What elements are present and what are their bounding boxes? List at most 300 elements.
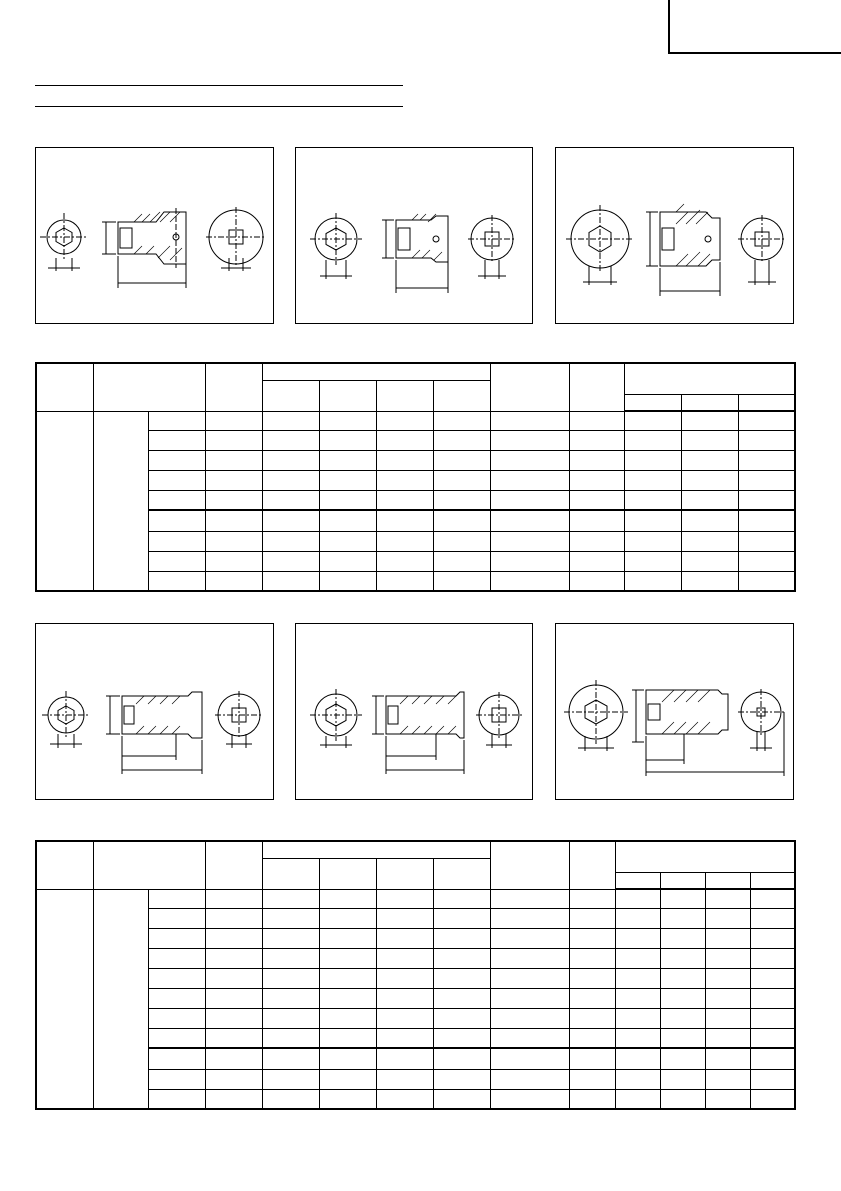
- table-cell: [148, 1008, 205, 1028]
- table-row: [36, 968, 795, 988]
- table-row: [36, 531, 795, 551]
- table-cell: [262, 968, 319, 988]
- table-cell: [705, 928, 750, 948]
- table-cell: [660, 1048, 705, 1069]
- table-cell: [433, 908, 490, 928]
- table-cell: [615, 908, 660, 928]
- table-cell: [376, 1069, 433, 1089]
- table-cell: [319, 908, 376, 928]
- table-cell: [262, 928, 319, 948]
- table-cell: [490, 510, 569, 531]
- table-cell: [319, 988, 376, 1008]
- table-cell: [569, 1069, 615, 1089]
- t1-type-cell: [93, 411, 148, 591]
- t1-head-f: [569, 363, 624, 411]
- socket-figure-1: [35, 147, 274, 324]
- table-cell: [319, 1028, 376, 1048]
- table-cell: [148, 908, 205, 928]
- table-cell: [205, 470, 262, 490]
- table-cell: [319, 430, 376, 450]
- table-row: [36, 988, 795, 1008]
- table-cell: [205, 411, 262, 430]
- table-cell: [376, 571, 433, 591]
- table-cell: [376, 968, 433, 988]
- table-cell: [319, 858, 376, 889]
- socket-figure-2: [295, 147, 533, 324]
- table-cell: [319, 1008, 376, 1028]
- table-cell: [750, 928, 795, 948]
- table-cell: [148, 510, 205, 531]
- table-cell: [205, 928, 262, 948]
- table-cell: [262, 858, 319, 889]
- table-cell: [569, 470, 624, 490]
- table-cell: [660, 948, 705, 968]
- table-cell: [433, 889, 490, 908]
- table-cell: [624, 531, 681, 551]
- table-cell: [148, 948, 205, 968]
- table-cell: [750, 1008, 795, 1028]
- t2-head-b: [93, 841, 205, 889]
- table-cell: [433, 1028, 490, 1048]
- table-cell: [433, 450, 490, 470]
- table-cell: [376, 490, 433, 510]
- table-cell: [148, 1089, 205, 1109]
- table-cell: [376, 858, 433, 889]
- table-cell: [738, 551, 795, 571]
- table-cell: [569, 450, 624, 470]
- table-cell: [738, 470, 795, 490]
- table-cell: [738, 394, 795, 411]
- table-cell: [569, 490, 624, 510]
- socket-drawing-1: [36, 148, 275, 325]
- table-cell: [750, 872, 795, 889]
- table-cell: [490, 889, 569, 908]
- table-row: [36, 928, 795, 948]
- table-cell: [205, 1089, 262, 1109]
- table-cell: [433, 1069, 490, 1089]
- table-cell: [205, 1028, 262, 1048]
- table-cell: [376, 430, 433, 450]
- table-cell: [376, 551, 433, 571]
- t2-head-d: [262, 841, 490, 858]
- table-cell: [738, 490, 795, 510]
- table-cell: [569, 551, 624, 571]
- table-cell: [319, 551, 376, 571]
- table-cell: [615, 988, 660, 1008]
- table-cell: [490, 411, 569, 430]
- table-cell: [681, 510, 738, 531]
- table-cell: [376, 510, 433, 531]
- table-cell: [569, 988, 615, 1008]
- table-cell: [205, 968, 262, 988]
- t1-head-a: [36, 363, 93, 411]
- table-cell: [490, 1089, 569, 1109]
- table-cell: [624, 551, 681, 571]
- table-cell: [205, 889, 262, 908]
- table-cell: [490, 490, 569, 510]
- table-cell: [681, 531, 738, 551]
- table-cell: [376, 1008, 433, 1028]
- table-cell: [262, 889, 319, 908]
- table-cell: [148, 1069, 205, 1089]
- table-cell: [319, 380, 376, 411]
- table-cell: [205, 551, 262, 571]
- spec-table-2: [35, 840, 796, 1110]
- table-cell: [148, 531, 205, 551]
- table-cell: [490, 1008, 569, 1028]
- table-row: [36, 1008, 795, 1028]
- table-cell: [615, 968, 660, 988]
- table-cell: [376, 380, 433, 411]
- table-cell: [205, 571, 262, 591]
- table-cell: [148, 1048, 205, 1069]
- table-cell: [148, 490, 205, 510]
- socket-drawing-4: [36, 624, 275, 801]
- table-cell: [624, 571, 681, 591]
- table-cell: [148, 1028, 205, 1048]
- table-row: [36, 841, 795, 858]
- table-cell: [738, 510, 795, 531]
- title-rule-bottom: [35, 106, 403, 107]
- t2-head-c: [205, 841, 262, 889]
- table-cell: [615, 1069, 660, 1089]
- table-cell: [319, 1069, 376, 1089]
- table-cell: [615, 1089, 660, 1109]
- table-cell: [738, 571, 795, 591]
- table-cell: [319, 510, 376, 531]
- table-cell: [433, 968, 490, 988]
- table-cell: [490, 450, 569, 470]
- table-cell: [660, 1028, 705, 1048]
- socket-drawing-2: [296, 148, 534, 325]
- table-cell: [148, 551, 205, 571]
- table-cell: [262, 510, 319, 531]
- table-cell: [262, 908, 319, 928]
- header-tab-box: [668, 0, 841, 54]
- table-row: [36, 510, 795, 531]
- table-cell: [433, 411, 490, 430]
- table-cell: [660, 1008, 705, 1028]
- table-cell: [569, 531, 624, 551]
- table-cell: [490, 531, 569, 551]
- socket-figure-6: [555, 623, 794, 800]
- t1-head-g: [624, 363, 795, 394]
- table-cell: [660, 1069, 705, 1089]
- table-cell: [433, 1048, 490, 1069]
- table-row: [36, 363, 795, 380]
- table-cell: [490, 948, 569, 968]
- table-cell: [262, 1028, 319, 1048]
- table-cell: [615, 1048, 660, 1069]
- table-cell: [205, 1008, 262, 1028]
- socket-drawing-6: [556, 624, 795, 801]
- table-cell: [148, 928, 205, 948]
- table-cell: [705, 1069, 750, 1089]
- table-cell: [205, 948, 262, 968]
- socket-figure-5: [295, 623, 533, 800]
- table-row: [36, 571, 795, 591]
- table-cell: [660, 988, 705, 1008]
- table-row: [36, 1089, 795, 1109]
- table-cell: [433, 988, 490, 1008]
- t1-head-b: [93, 363, 205, 411]
- table-cell: [319, 490, 376, 510]
- table-cell: [319, 1048, 376, 1069]
- table-cell: [376, 531, 433, 551]
- table-cell: [376, 908, 433, 928]
- table-cell: [738, 531, 795, 551]
- table-cell: [738, 411, 795, 430]
- table-cell: [750, 1048, 795, 1069]
- table-cell: [490, 1028, 569, 1048]
- table-cell: [433, 490, 490, 510]
- table-cell: [490, 908, 569, 928]
- table-cell: [624, 510, 681, 531]
- table-cell: [433, 510, 490, 531]
- table-cell: [705, 1089, 750, 1109]
- table-cell: [681, 394, 738, 411]
- socket-drawing-5: [296, 624, 534, 801]
- table-cell: [705, 1048, 750, 1069]
- table-cell: [569, 968, 615, 988]
- table-cell: [624, 411, 681, 430]
- table-cell: [319, 968, 376, 988]
- table-cell: [681, 430, 738, 450]
- table-row: [36, 490, 795, 510]
- t1-head-e: [490, 363, 569, 411]
- table-cell: [490, 988, 569, 1008]
- table-row: [36, 450, 795, 470]
- table-cell: [205, 510, 262, 531]
- table-row: [36, 908, 795, 928]
- table-cell: [262, 948, 319, 968]
- table-cell: [376, 928, 433, 948]
- table-cell: [376, 988, 433, 1008]
- table-cell: [750, 889, 795, 908]
- table-cell: [738, 450, 795, 470]
- table-cell: [624, 430, 681, 450]
- table-cell: [624, 470, 681, 490]
- table-cell: [433, 430, 490, 450]
- table-cell: [433, 531, 490, 551]
- table-cell: [569, 1089, 615, 1109]
- t2-head-a: [36, 841, 93, 889]
- table-cell: [205, 988, 262, 1008]
- table-cell: [319, 411, 376, 430]
- table-cell: [569, 1008, 615, 1028]
- table-cell: [319, 1089, 376, 1109]
- t1-group-cell: [36, 411, 93, 591]
- table-cell: [319, 571, 376, 591]
- spec-table-1: [35, 362, 796, 592]
- table-cell: [148, 411, 205, 430]
- table-cell: [569, 430, 624, 450]
- table-cell: [681, 450, 738, 470]
- table-cell: [205, 908, 262, 928]
- socket-figure-3: [555, 147, 794, 324]
- table-cell: [681, 470, 738, 490]
- table-cell: [615, 1028, 660, 1048]
- t1-head-d: [262, 363, 490, 380]
- table-cell: [660, 908, 705, 928]
- table-cell: [262, 1008, 319, 1028]
- t2-head-f: [569, 841, 615, 889]
- table-cell: [376, 1048, 433, 1069]
- table-row: [36, 411, 795, 430]
- table-cell: [433, 470, 490, 490]
- table-cell: [433, 1089, 490, 1109]
- table-cell: [262, 571, 319, 591]
- table-cell: [660, 1089, 705, 1109]
- table-cell: [569, 510, 624, 531]
- table-cell: [376, 889, 433, 908]
- table-cell: [705, 988, 750, 1008]
- table-cell: [433, 380, 490, 411]
- table-cell: [433, 551, 490, 571]
- table-cell: [262, 531, 319, 551]
- table-cell: [750, 1069, 795, 1089]
- table-cell: [148, 430, 205, 450]
- t2-type-cell: [93, 889, 148, 1109]
- table-cell: [262, 490, 319, 510]
- table-cell: [376, 411, 433, 430]
- table-cell: [681, 490, 738, 510]
- table-cell: [624, 394, 681, 411]
- table-cell: [148, 968, 205, 988]
- table-cell: [750, 988, 795, 1008]
- t2-group-cell: [36, 889, 93, 1109]
- table-cell: [705, 968, 750, 988]
- table-row: [36, 430, 795, 450]
- table-cell: [376, 450, 433, 470]
- t1-head-c: [205, 363, 262, 411]
- table-cell: [660, 889, 705, 908]
- table-row: [36, 470, 795, 490]
- table-cell: [660, 928, 705, 948]
- table-cell: [262, 470, 319, 490]
- table-cell: [660, 872, 705, 889]
- table-row: [36, 1028, 795, 1048]
- table-cell: [681, 551, 738, 571]
- table-cell: [205, 1048, 262, 1069]
- table-cell: [750, 1028, 795, 1048]
- table-cell: [705, 1008, 750, 1028]
- table-cell: [490, 1069, 569, 1089]
- table-cell: [148, 988, 205, 1008]
- table-cell: [705, 908, 750, 928]
- table-cell: [205, 531, 262, 551]
- table-cell: [376, 1028, 433, 1048]
- table-cell: [433, 948, 490, 968]
- table-cell: [262, 1089, 319, 1109]
- t2-head-e: [490, 841, 569, 889]
- table-cell: [433, 928, 490, 948]
- table-cell: [569, 1028, 615, 1048]
- table-cell: [205, 490, 262, 510]
- table-cell: [569, 571, 624, 591]
- table-cell: [262, 380, 319, 411]
- table-cell: [490, 430, 569, 450]
- table-row: [36, 1048, 795, 1069]
- table-cell: [750, 968, 795, 988]
- table-cell: [433, 858, 490, 889]
- table-cell: [319, 450, 376, 470]
- table-cell: [262, 450, 319, 470]
- table-cell: [262, 1069, 319, 1089]
- table-row: [36, 1069, 795, 1089]
- table-cell: [433, 571, 490, 591]
- table-cell: [705, 872, 750, 889]
- table-cell: [319, 928, 376, 948]
- table-cell: [490, 968, 569, 988]
- table-cell: [615, 1008, 660, 1028]
- table-cell: [615, 872, 660, 889]
- table-cell: [624, 490, 681, 510]
- table-cell: [376, 1089, 433, 1109]
- table-cell: [490, 1048, 569, 1069]
- table-cell: [205, 1069, 262, 1089]
- table-cell: [262, 1048, 319, 1069]
- table-cell: [262, 551, 319, 571]
- socket-drawing-3: [556, 148, 795, 325]
- table-cell: [205, 430, 262, 450]
- table-cell: [433, 1008, 490, 1028]
- title-rule-top: [35, 85, 403, 86]
- table-cell: [319, 889, 376, 908]
- t2-head-g: [615, 841, 795, 872]
- table-cell: [490, 470, 569, 490]
- table-cell: [624, 450, 681, 470]
- socket-figure-4: [35, 623, 274, 800]
- table-cell: [262, 411, 319, 430]
- table-cell: [750, 948, 795, 968]
- table-cell: [750, 1089, 795, 1109]
- table-cell: [660, 968, 705, 988]
- table-cell: [615, 928, 660, 948]
- table-row: [36, 948, 795, 968]
- table-cell: [262, 988, 319, 1008]
- table-cell: [569, 411, 624, 430]
- table-cell: [569, 1048, 615, 1069]
- table-cell: [148, 470, 205, 490]
- table-cell: [148, 889, 205, 908]
- table-cell: [681, 411, 738, 430]
- table-cell: [148, 450, 205, 470]
- table-cell: [490, 571, 569, 591]
- table-cell: [681, 571, 738, 591]
- table-cell: [490, 928, 569, 948]
- table-cell: [262, 430, 319, 450]
- table-cell: [615, 948, 660, 968]
- table-cell: [569, 948, 615, 968]
- table-cell: [205, 450, 262, 470]
- table-cell: [705, 948, 750, 968]
- table-cell: [319, 470, 376, 490]
- table-cell: [319, 531, 376, 551]
- table-cell: [569, 889, 615, 908]
- table-cell: [705, 889, 750, 908]
- table-cell: [376, 948, 433, 968]
- table-cell: [615, 889, 660, 908]
- table-row: [36, 889, 795, 908]
- table-cell: [569, 928, 615, 948]
- table-cell: [750, 908, 795, 928]
- table-cell: [319, 948, 376, 968]
- table-cell: [738, 430, 795, 450]
- table-cell: [705, 1028, 750, 1048]
- table-cell: [490, 551, 569, 571]
- table-cell: [376, 470, 433, 490]
